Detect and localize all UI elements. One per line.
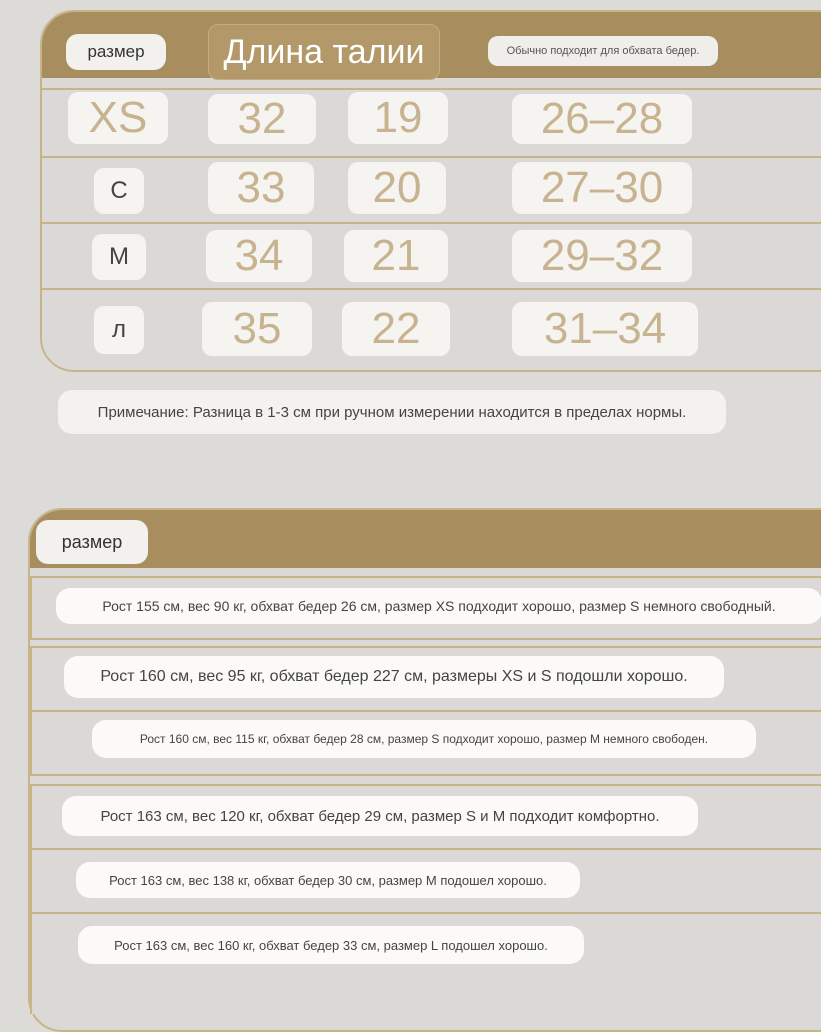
- size-column-label: размер: [66, 34, 166, 70]
- range-cell: [512, 94, 692, 144]
- size-row: [40, 88, 821, 158]
- review-text: Рост 155 см, вес 90 кг, обхват бедер 26 см, размер XS подходит хорошо, размер S немного свободный.: [56, 588, 821, 624]
- review-text: Рост 163 см, вес 120 кг, обхват бедер 29 см, размер S и M подходит комфортно.: [62, 796, 698, 836]
- size-cell: [92, 234, 146, 280]
- value-2: 22: [371, 304, 421, 353]
- range-value: 29–32: [540, 231, 664, 280]
- review-row: [30, 848, 821, 914]
- size-cell: [94, 168, 144, 214]
- value-cell: [202, 302, 312, 356]
- table-hint: Обычно подходит для обхвата бедер.: [488, 36, 718, 66]
- value-cell: [342, 302, 450, 356]
- review-row: [30, 912, 821, 1014]
- value-2: 19: [373, 93, 423, 142]
- review-row: [30, 710, 821, 776]
- value-1: 34: [234, 231, 284, 280]
- review-text: Рост 160 см, вес 95 кг, обхват бедер 227 см, размеры XS и S подошли хорошо.: [64, 656, 724, 698]
- value-cell: [208, 162, 314, 214]
- size-cell: [68, 92, 168, 144]
- value-1: 33: [236, 163, 286, 212]
- range-value: 26–28: [540, 94, 664, 143]
- measurement-note: Примечание: Разница в 1-3 см при ручном измерении находится в пределах нормы.: [58, 390, 726, 434]
- value-1: 35: [232, 304, 282, 353]
- range-value: 31–34: [543, 304, 667, 353]
- size-table: [40, 10, 821, 372]
- range-value: 27–30: [540, 163, 664, 212]
- reviews-header: [30, 510, 821, 568]
- review-text: Рост 163 см, вес 138 кг, обхват бедер 30 см, размер M подошел хорошо.: [76, 862, 580, 898]
- value-cell: [344, 230, 448, 282]
- table-title: Длина талии: [208, 24, 440, 80]
- range-cell: [512, 230, 692, 282]
- value-1: 32: [237, 94, 287, 143]
- value-cell: [348, 162, 446, 214]
- value-cell: [208, 94, 316, 144]
- size-value: л: [111, 316, 126, 343]
- range-cell: [512, 162, 692, 214]
- size-cell: [94, 306, 144, 354]
- review-text: Рост 160 см, вес 115 кг, обхват бедер 28 см, размер S подходит хорошо, размер M немного свободен.: [92, 720, 756, 758]
- size-row: [40, 156, 821, 226]
- review-row: [30, 784, 821, 850]
- range-cell: [512, 302, 698, 356]
- size-value: M: [109, 243, 129, 270]
- size-value: XS: [88, 93, 148, 142]
- value-cell: [348, 92, 448, 144]
- value-cell: [206, 230, 312, 282]
- reviews-size-label: размер: [36, 520, 148, 564]
- value-2: 20: [372, 163, 422, 212]
- size-value: С: [110, 177, 128, 204]
- review-row: [30, 576, 821, 640]
- size-row: [40, 222, 821, 292]
- review-text: Рост 163 см, вес 160 кг, обхват бедер 33 см, размер L подошел хорошо.: [78, 926, 584, 964]
- size-row: [40, 288, 821, 370]
- value-2: 21: [371, 231, 421, 280]
- review-row: [30, 646, 821, 714]
